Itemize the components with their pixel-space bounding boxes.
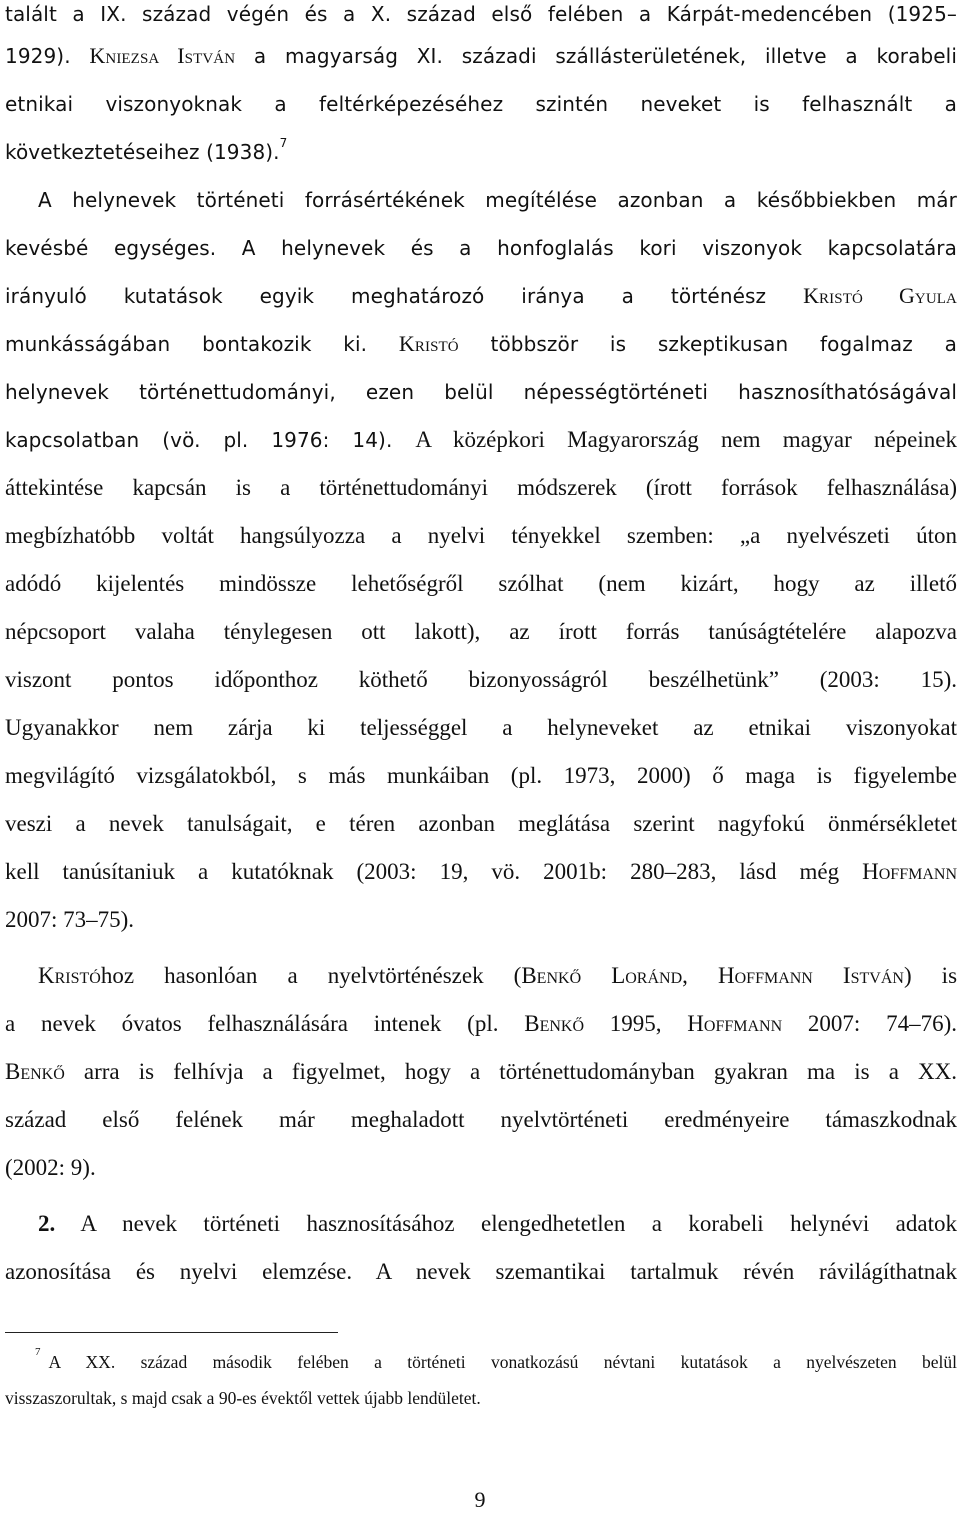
footnote-marker: 7 xyxy=(35,1346,41,1359)
body-line-10 xyxy=(5,426,957,454)
text-span: következtetéseihez (1938). xyxy=(5,140,280,164)
body-line-4 xyxy=(5,138,957,166)
body-line-13 xyxy=(5,570,957,598)
text-span: irányuló kutatások egyik meghatározó iránya a történész xyxy=(5,284,804,308)
footnote-ref[interactable]: 7 xyxy=(279,136,288,151)
author-name: Hoffmann xyxy=(862,859,957,884)
body-line-7 xyxy=(5,282,957,310)
text-span: ) is xyxy=(903,963,958,988)
text-span: a nevek óvatos felhasználására intenek (pl. xyxy=(5,1011,525,1036)
text-span: A nevek történeti hasznosításához elengedhetetlen a korabeli helynévi adatok xyxy=(55,1211,957,1236)
text-span: etnikai viszonyoknak a feltérképezéséhez szintén neveket is felhasznált a xyxy=(5,92,957,116)
text-span: a magyarság XI. századi szállásterületének, illetve a korabeli xyxy=(235,44,957,68)
text-span: 1995, xyxy=(584,1011,688,1036)
text-span: 2007: 73–75). xyxy=(5,907,135,932)
body-line-8 xyxy=(5,330,957,358)
body-line-9 xyxy=(5,378,957,406)
author-name: Benkő xyxy=(5,1059,65,1084)
text-span: , xyxy=(682,963,718,988)
text-span: hoz hasonlóan a nyelvtörténészek ( xyxy=(100,963,522,988)
author-name: Hoffmann xyxy=(687,1011,783,1036)
body-line-15 xyxy=(5,666,957,694)
text-span: adódó kijelentés mindössze lehetőségről szólhat (nem kizárt, hogy az illető xyxy=(5,571,957,596)
footnote-text: A XX. század második felében a történeti vonatkozású névtani kutatások a nyelvészeten belül xyxy=(48,1352,957,1372)
body-line-23 xyxy=(5,1058,957,1086)
text-span: talált a IX. század végén és a X. század első felében a Kárpát-medencében (1925– xyxy=(5,2,957,26)
body-line-16 xyxy=(5,714,957,742)
text-span: munkásságában bontakozik ki. xyxy=(5,332,399,356)
body-line-21 xyxy=(5,962,957,990)
body-line-26 xyxy=(5,1210,957,1238)
footnote-line-1 xyxy=(5,1346,957,1374)
text-span: többször is szkeptikusan fogalmaz a xyxy=(458,332,957,356)
text-span: Ugyanakkor nem zárja ki teljességgel a helyneveket az etnikai viszonyokat xyxy=(5,715,957,740)
author-name: Benkő xyxy=(524,1011,585,1036)
text-span: 2007: 74–76). xyxy=(782,1011,957,1036)
footnote-separator xyxy=(5,1332,338,1333)
body-line-22 xyxy=(5,1010,957,1038)
body-line-6 xyxy=(5,234,957,262)
text-span: helynevek történettudományi, ezen belül népességtörténeti hasznosíthatóságával xyxy=(5,380,957,404)
body-line-18 xyxy=(5,810,957,838)
text-span: megbízhatóbb voltát hangsúlyozza a nyelvi tényekkel szemben: „a nyelvészeti úton xyxy=(5,523,957,548)
body-line-27 xyxy=(5,1258,957,1286)
text-span: kell tanúsítaniuk a kutatóknak (2003: 19, vö. 2001b: 280–283, lásd még xyxy=(5,859,863,884)
author-name: Benkő Loránd xyxy=(521,963,683,988)
body-line-14 xyxy=(5,618,957,646)
text-span: (2002: 9). xyxy=(5,1155,96,1180)
body-line-3 xyxy=(5,90,957,118)
body-line-12 xyxy=(5,522,957,550)
text-span: század első felének már meghaladott nyelvtörténeti eredményeire támaszkodnak xyxy=(5,1107,957,1132)
text-span: A középkori Magyarország nem magyar népeinek xyxy=(415,427,957,452)
text-span: népcsoport valaha ténylegesen ott lakott), az írott forrás tanúságtételére alapozva xyxy=(5,619,957,644)
author-name: Kniezsa István xyxy=(89,43,236,68)
section-number: 2. xyxy=(38,1211,56,1236)
body-line-20 xyxy=(5,906,957,934)
author-name: Hoffmann István xyxy=(718,963,904,988)
author-name: Kristó xyxy=(398,331,459,356)
body-line-19 xyxy=(5,858,957,886)
body-line-1 xyxy=(5,0,957,28)
text-span: 1929). xyxy=(5,44,90,68)
text-span: megvilágító vizsgálatokból, s más munkáiban (pl. 1973, 2000) ő maga is figyelembe xyxy=(5,763,957,788)
page-number: 9 xyxy=(474,1487,486,1512)
body-line-17 xyxy=(5,762,957,790)
body-line-2 xyxy=(5,42,957,70)
text-span: áttekintése kapcsán is a történettudományi módszerek (írott források felhasználása) xyxy=(5,475,957,500)
footnote-text: visszaszorultak, s majd csak a 90-es évektől vettek újabb lendületet. xyxy=(5,1388,481,1408)
body-line-5 xyxy=(5,186,957,214)
text-span: veszi a nevek tanulságait, e téren azonban meglátása szerint nagyfokú önmérsékletet xyxy=(5,811,957,836)
text-span: kevésbé egységes. A helynevek és a honfoglalás kori viszonyok kapcsolatára xyxy=(5,236,957,260)
text-span: arra is felhívja a figyelmet, hogy a történettudományban gyakran ma is a XX. xyxy=(64,1059,957,1084)
author-name: Kristó Gyula xyxy=(803,283,957,308)
text-span: azonosítása és nyelvi elemzése. A nevek szemantikai tartalmuk révén rávilágíthatnak xyxy=(5,1259,957,1284)
text-span: viszont pontos időponthoz köthető bizonyosságról beszélhetünk” (2003: 15). xyxy=(5,667,957,692)
body-line-24 xyxy=(5,1106,957,1134)
body-line-11 xyxy=(5,474,957,502)
text-span: kapcsolatban (vö. pl. 1976: 14). xyxy=(5,428,416,452)
text-span: A helynevek történeti forrásértékének megítélése azonban a későbbiekben már xyxy=(38,188,957,212)
author-name: Kristó xyxy=(38,963,101,988)
footnote-line-2 xyxy=(5,1386,957,1410)
body-line-25 xyxy=(5,1154,957,1182)
